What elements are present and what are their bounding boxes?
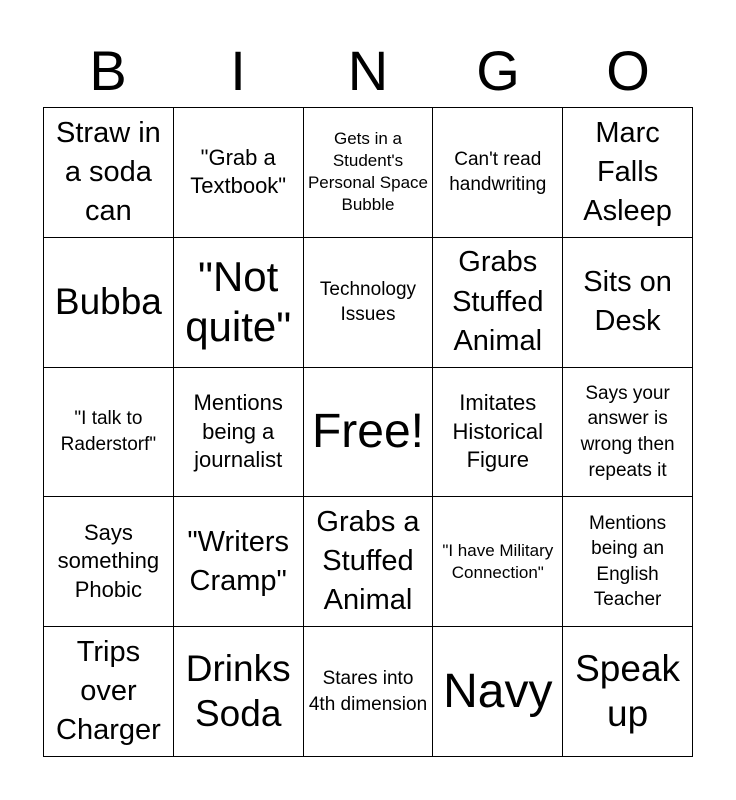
cell-text: Marc Falls Asleep [583, 116, 672, 227]
cell-text: "Not quite" [185, 252, 292, 351]
bingo-cell-r1c4[interactable] [433, 108, 563, 238]
bingo-cell-r2c3[interactable] [304, 238, 434, 368]
bingo-board [43, 107, 693, 757]
cell-text: Grabs Stuffed Animal [452, 246, 544, 357]
bingo-cell-r1c5[interactable] [563, 108, 693, 238]
bingo-cell-r2c1[interactable] [44, 238, 174, 368]
cell-text: "Grab a Textbook" [190, 144, 287, 199]
bingo-cell-r3c4[interactable] [433, 368, 563, 498]
cell-text: "I have Military Connection" [442, 540, 554, 582]
header-letter-o: O [606, 39, 650, 102]
bingo-cell-r4c3[interactable] [304, 497, 434, 627]
bingo-cell-r3c5[interactable] [563, 368, 693, 498]
cell-text: Says your answer is wrong then repeats it [580, 382, 675, 481]
bingo-cell-r4c2[interactable] [174, 497, 304, 627]
bingo-cell-r1c3[interactable] [304, 108, 434, 238]
cell-text: Grabs a Stuffed Animal [316, 506, 420, 617]
cell-text: "I talk to Raderstorf" [60, 408, 157, 455]
bingo-cell-r2c2[interactable] [174, 238, 304, 368]
cell-text: Drinks Soda [185, 648, 291, 734]
cell-text: Says something Phobic [57, 519, 160, 603]
bingo-cell-r3c2[interactable] [174, 368, 304, 498]
cell-text: Stares into 4th dimension [308, 667, 428, 715]
cell-text: Imitates Historical Figure [452, 390, 544, 473]
bingo-cell-r5c1[interactable] [44, 627, 174, 757]
bingo-cell-r4c4[interactable] [433, 497, 563, 627]
bingo-cell-r2c5[interactable] [563, 238, 693, 368]
cell-text: Straw in a soda can [56, 116, 161, 227]
header-letter-b: B [89, 39, 127, 102]
bingo-cell-r2c4[interactable] [433, 238, 563, 368]
cell-text: Speak up [575, 648, 681, 734]
bingo-cell-r5c2[interactable] [174, 627, 304, 757]
cell-text: Can't read handwriting [449, 148, 547, 196]
bingo-cell-r4c1[interactable] [44, 497, 174, 627]
bingo-cell-r1c2[interactable] [174, 108, 304, 238]
cell-text: "Writers Cramp" [187, 525, 289, 597]
header-letter-n: N [347, 39, 389, 102]
cell-text: Sits on Desk [583, 266, 672, 338]
cell-text: Bubba [54, 281, 162, 322]
cell-text: Trips over Charger [56, 635, 161, 747]
cell-text: Navy [443, 664, 553, 718]
bingo-cell-r5c3[interactable] [304, 627, 434, 757]
bingo-cell-r5c5[interactable] [563, 627, 693, 757]
header-letter-g: G [476, 39, 520, 102]
bingo-cell-r4c5[interactable] [563, 497, 693, 627]
cell-text: Mentions being an English Teacher [589, 512, 667, 611]
bingo-cell-r3c1[interactable] [44, 368, 174, 498]
bingo-cell-r5c4[interactable] [433, 627, 563, 757]
cell-text: Mentions being a journalist [193, 390, 283, 473]
free-space-text: Free! [311, 405, 424, 459]
bingo-header [43, 36, 693, 106]
cell-text: Gets in a Student's Personal Space Bubble [307, 129, 428, 215]
cell-text: Technology Issues [319, 278, 417, 326]
bingo-cell-r1c1[interactable] [44, 108, 174, 238]
header-letter-i: I [230, 39, 246, 102]
bingo-cell-r3c3-free[interactable] [304, 368, 434, 498]
